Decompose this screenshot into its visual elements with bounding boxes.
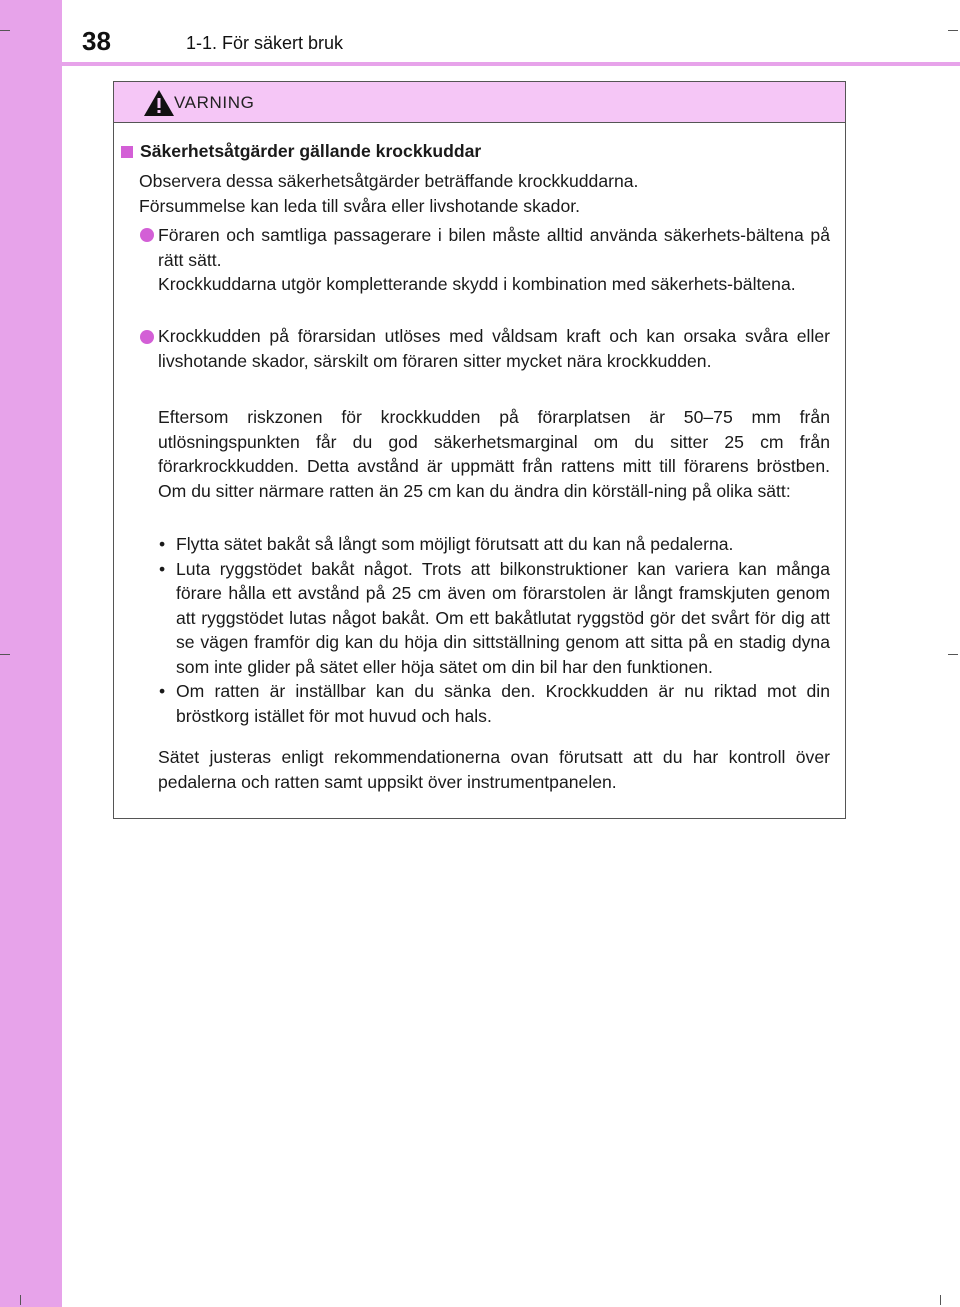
page-number: 38 xyxy=(82,26,111,56)
section-heading: 1-1. För säkert bruk xyxy=(186,33,344,53)
adjustment-list xyxy=(158,532,830,728)
crop-mark xyxy=(940,1295,941,1305)
crop-mark xyxy=(948,654,958,655)
section-title: Säkerhetsåtgärder gällande krockkuddar xyxy=(140,141,482,161)
crop-mark xyxy=(948,30,958,31)
crop-mark xyxy=(0,30,10,31)
closing-note: Sätet justeras enligt rekommendationerna ovan förutsatt att du har kontroll över pedalerna och ratten samt uppsikt över instrumentpanelen. xyxy=(158,747,830,792)
square-bullet-icon xyxy=(121,146,133,158)
point-2-detail: Eftersom riskzonen för krockkudden på förarplatsen är 50–75 mm från utlösningspunkten får du god säkerhetsmarginal om du sitter 25 cm från förarkrockkudden. Detta avstånd är uppmätt från rattens mitt till förarens bröstben. Om du sitter närmare ratten än 25 cm kan du ändra din körställ-ning på olika sätt: xyxy=(158,407,830,501)
warning-section-title xyxy=(121,141,481,162)
list-item: • Om ratten är inställbar kan du sänka den. Krockkudden är nu riktad mot din bröstkorg istället för mot huvud och hals. xyxy=(158,679,830,728)
warning-header xyxy=(114,82,845,123)
warning-label: VARNING xyxy=(174,93,255,112)
list-item: • Flytta sätet bakåt så långt som möjligt förutsatt att du kan nå pedalerna. xyxy=(158,532,830,557)
point-2-text: Krockkudden på förarsidan utlöses med våldsam kraft och kan orsaka svåra eller livshotande skador, särskilt om föraren sitter mycket nära krockkudden. xyxy=(158,326,830,371)
crop-mark xyxy=(0,654,10,655)
warning-intro: Observera dessa säkerhetsåtgärder beträffande krockkuddarna. Försummelse kan leda till svåra eller livshotande skador. xyxy=(139,171,639,216)
warning-triangle-icon xyxy=(142,88,176,118)
list-item: • Luta ryggstödet bakåt något. Trots att bilkonstruktioner kan variera kan många förare hålla ett avstånd på 25 cm även om förarstolen är långt framskjuten genom att ryggstödet lutas något bakåt. Om ett bakåtlutat ryggstöd gör det svårt för dig att se vägen framför dig kan du höja din sittställning genom att sitta på en stadig dyna som inte glider på sätet eller höja sätet om din bil har den funktionen. xyxy=(158,557,830,680)
header-divider xyxy=(62,62,960,66)
point-1-line-1: Föraren och samtliga passagerare i bilen måste alltid använda säkerhets-bältena på rätt sätt. xyxy=(158,225,830,270)
round-bullet-icon xyxy=(140,228,154,242)
point-1-line-2: Krockkuddarna utgör kompletterande skydd i kombination med säkerhets-bältena. xyxy=(158,274,796,294)
crop-mark xyxy=(20,1295,21,1305)
round-bullet-icon xyxy=(140,330,154,344)
